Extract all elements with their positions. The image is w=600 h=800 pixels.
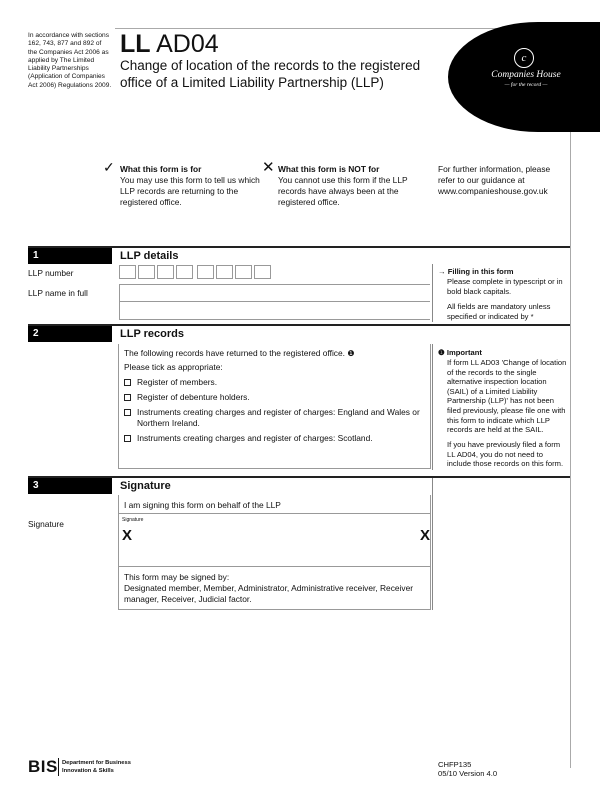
section3-title: Signature — [120, 480, 171, 492]
section2-title: LLP records — [120, 328, 184, 340]
arrow-right-icon: → — [438, 267, 448, 276]
option-charges-scotland[interactable] — [124, 433, 424, 444]
llp-number-box[interactable] — [254, 265, 271, 279]
form-code — [120, 30, 219, 58]
llp-name-label: LLP name in full — [28, 288, 88, 298]
section3-side-rule — [432, 478, 433, 610]
signature-field-label: Signature — [122, 517, 144, 523]
dept-line2: Innovation & Skills — [62, 768, 114, 774]
option-label: Register of members. — [137, 377, 218, 387]
llp-name-field-line2[interactable] — [119, 302, 430, 320]
for-title: What this form is for — [120, 164, 202, 174]
section2-side-rule — [432, 344, 433, 470]
llp-number-box[interactable] — [176, 265, 193, 279]
llp-number-box[interactable] — [216, 265, 233, 279]
option-label: Register of debenture holders. — [137, 392, 250, 402]
filling-title — [438, 267, 566, 277]
option-label: Instruments creating charges and register of charges: England and Wales or Northern Ireland. — [137, 407, 420, 428]
cross-icon: ✕ — [262, 159, 275, 176]
form-prefix: LL — [120, 30, 151, 58]
section1-number: 1 — [28, 248, 112, 264]
option-label: Instruments creating charges and register of charges: Scotland. — [137, 433, 373, 443]
form-reference: CHFP135 — [438, 760, 472, 769]
form-version: 05/10 Version 4.0 — [438, 769, 498, 778]
section3-number: 3 — [28, 478, 112, 494]
llp-name-field[interactable] — [119, 284, 430, 302]
legal-reference: In accordance with sections 162, 743, 877 and 892 of the Companies Act 2006 as applied by The Limited Liability Partnerships (Application of Companies Act 2006) Regulations 2009. — [28, 32, 112, 89]
checkbox[interactable] — [124, 409, 131, 416]
important-title — [438, 348, 566, 358]
mandatory-note: All fields are mandatory unless specified or indicated by * — [447, 302, 551, 321]
tick-icon: ✓ — [103, 159, 115, 175]
llp-number-box[interactable] — [235, 265, 252, 279]
logo-tagline: — for the record — — [504, 82, 548, 88]
llp-number-label: LLP number — [28, 268, 74, 278]
important-text: If form LL AD03 'Change of location of the records to the single alternative inspection location (SAIL) of a Limited Liability Partnership (LLP)' has not been filed previously, please file one with this form to indicate which LLP records are held at the SAIL. — [447, 358, 567, 435]
filling-text: Please complete in typescript or in bold black capitals. — [447, 277, 563, 296]
tick-instruction: Please tick as appropriate: — [124, 362, 223, 372]
section1-title: LLP details — [120, 250, 179, 262]
option-charges-ew-ni[interactable] — [124, 407, 424, 429]
llp-number-box[interactable] — [197, 265, 214, 279]
page-right-rule — [570, 28, 571, 768]
option-register-members[interactable] — [124, 377, 424, 388]
not-for-title: What this form is NOT for — [278, 164, 380, 174]
logo-text: Companies House — [491, 70, 561, 80]
dept-line1: Department for Business — [62, 760, 131, 766]
filling-title-text: Filling in this form — [447, 267, 514, 276]
info-icon: ❶ — [347, 349, 355, 358]
companies-house-logo — [448, 22, 600, 132]
checkbox[interactable] — [124, 394, 131, 401]
bis-divider — [58, 758, 59, 776]
bis-logo: BIS — [28, 757, 58, 776]
signature-label: Signature — [28, 519, 64, 529]
option-register-debenture[interactable] — [124, 392, 424, 403]
signers-text: Designated member, Member, Administrator, Administrative receiver, Receiver manager, Receiver, Judicial factor. — [124, 583, 414, 604]
llp-number-boxes[interactable] — [119, 265, 279, 281]
checkbox[interactable] — [124, 435, 131, 442]
form-number: AD04 — [156, 30, 219, 58]
records-intro-text: The following records have returned to the registered office. — [124, 348, 345, 358]
not-for-text: You cannot use this form if the LLP records have always been at the registered office. — [278, 175, 408, 207]
llp-number-box[interactable] — [157, 265, 174, 279]
crest-icon: c — [514, 48, 534, 68]
previous-filing-note: If you have previously filed a form LL AD04, you do not need to include those records on this form. — [447, 440, 564, 469]
for-text: You may use this form to tell us which LLP records are returning to the registered office. — [120, 175, 260, 207]
llp-number-box[interactable] — [138, 265, 155, 279]
checkbox[interactable] — [124, 379, 131, 386]
important-title-text: Important — [446, 348, 482, 357]
llp-number-box[interactable] — [119, 265, 136, 279]
guidance-info: For further information, please refer to our guidance at www.companieshouse.gov.uk — [438, 164, 551, 196]
signature-field[interactable] — [118, 514, 431, 566]
section1-side-rule — [432, 264, 433, 322]
signature-start-mark: X — [122, 527, 133, 544]
signature-rule — [118, 566, 431, 567]
signature-end-mark: X — [420, 527, 431, 544]
info-icon: ❶ — [438, 348, 447, 357]
records-intro — [124, 348, 424, 359]
section2-number: 2 — [28, 326, 112, 342]
form-title: Change of location of the records to the registered office of a Limited Liability Partnership (LLP) — [120, 58, 421, 90]
signers-title: This form may be signed by: — [124, 572, 230, 582]
signing-statement: I am signing this form on behalf of the LLP — [124, 500, 281, 510]
